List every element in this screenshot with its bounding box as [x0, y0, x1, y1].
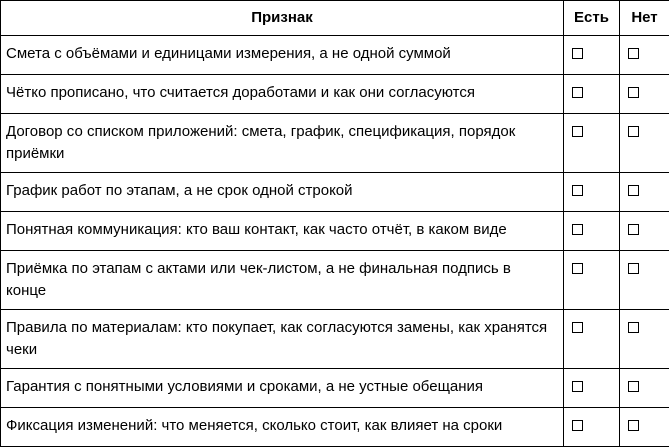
yes-cell [564, 75, 620, 114]
yes-cell [564, 173, 620, 212]
yes-checkbox[interactable] [572, 224, 583, 235]
no-checkbox[interactable] [628, 87, 639, 98]
feature-cell: Чётко прописано, что считается доработами и как они согласуются [1, 75, 564, 114]
table-row [1, 212, 669, 251]
table-header [1, 1, 669, 36]
feature-cell: Договор со списком приложений: смета, график, спецификация, порядок приёмки [1, 114, 564, 173]
no-checkbox[interactable] [628, 48, 639, 59]
no-checkbox[interactable] [628, 322, 639, 333]
yes-cell [564, 36, 620, 75]
no-cell [620, 310, 669, 369]
yes-cell [564, 369, 620, 408]
table-row [1, 251, 669, 310]
yes-checkbox[interactable] [572, 48, 583, 59]
yes-cell [564, 212, 620, 251]
header-feature: Признак [1, 1, 564, 36]
yes-checkbox[interactable] [572, 185, 583, 196]
yes-cell [564, 251, 620, 310]
yes-checkbox[interactable] [572, 322, 583, 333]
yes-checkbox[interactable] [572, 87, 583, 98]
feature-cell: Смета с объёмами и единицами измерения, а не одной суммой [1, 36, 564, 75]
yes-checkbox[interactable] [572, 126, 583, 137]
no-cell [620, 114, 669, 173]
no-checkbox[interactable] [628, 224, 639, 235]
feature-cell: Фиксация изменений: что меняется, сколько стоит, как влияет на сроки [1, 408, 564, 447]
no-checkbox[interactable] [628, 263, 639, 274]
no-cell [620, 36, 669, 75]
yes-cell [564, 114, 620, 173]
table-row [1, 369, 669, 408]
table-row [1, 173, 669, 212]
table-row [1, 408, 669, 447]
no-cell [620, 251, 669, 310]
no-cell [620, 369, 669, 408]
no-cell [620, 212, 669, 251]
table-body [1, 36, 669, 447]
no-checkbox[interactable] [628, 381, 639, 392]
no-checkbox[interactable] [628, 126, 639, 137]
yes-checkbox[interactable] [572, 381, 583, 392]
feature-cell: Понятная коммуникация: кто ваш контакт, как часто отчёт, в каком виде [1, 212, 564, 251]
no-cell [620, 75, 669, 114]
header-row [1, 1, 669, 36]
yes-checkbox[interactable] [572, 420, 583, 431]
no-cell [620, 408, 669, 447]
table-row [1, 36, 669, 75]
table-row [1, 310, 669, 369]
feature-cell: Правила по материалам: кто покупает, как согласуются замены, как хранятся чеки [1, 310, 564, 369]
feature-cell: Гарантия с понятными условиями и сроками, а не устные обещания [1, 369, 564, 408]
header-yes: Есть [564, 1, 620, 36]
yes-checkbox[interactable] [572, 263, 583, 274]
header-no: Нет [620, 1, 669, 36]
yes-cell [564, 408, 620, 447]
no-checkbox[interactable] [628, 185, 639, 196]
no-checkbox[interactable] [628, 420, 639, 431]
yes-cell [564, 310, 620, 369]
no-cell [620, 173, 669, 212]
feature-cell: График работ по этапам, а не срок одной строкой [1, 173, 564, 212]
table-row [1, 75, 669, 114]
table-row [1, 114, 669, 173]
feature-cell: Приёмка по этапам с актами или чек-листом, а не финальная подпись в конце [1, 251, 564, 310]
